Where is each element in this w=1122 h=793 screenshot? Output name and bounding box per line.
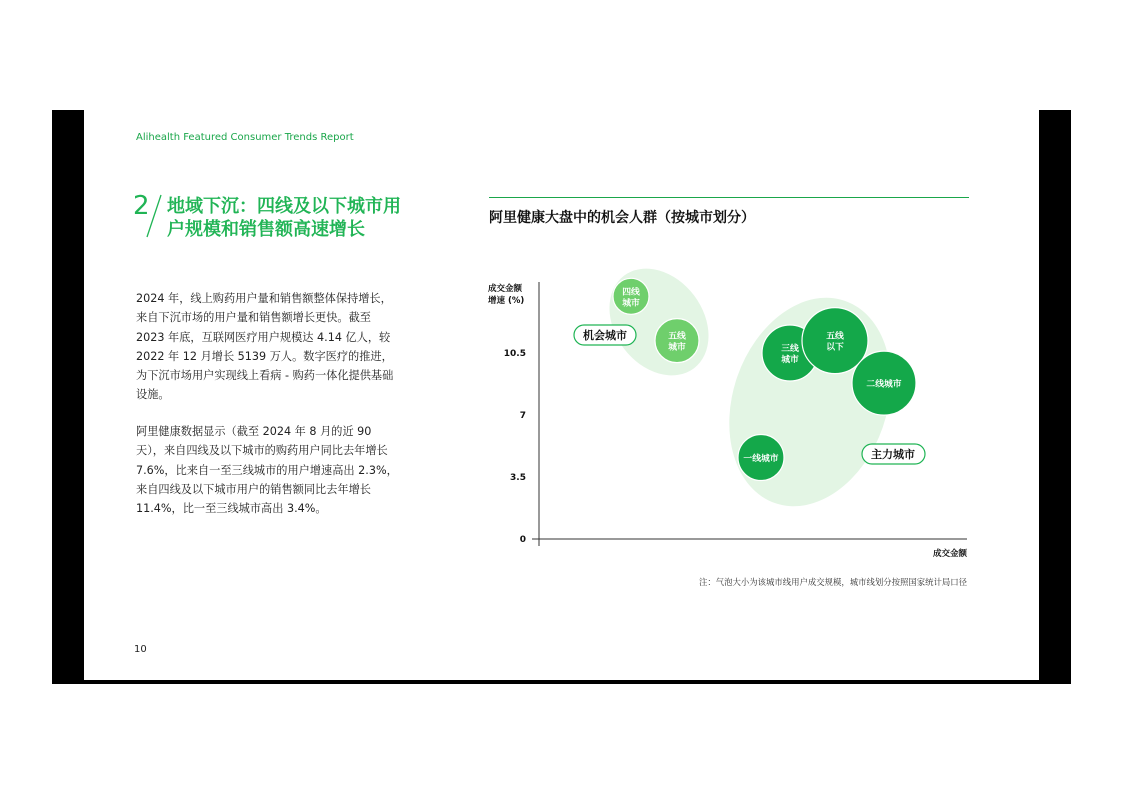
chart-title: 阿里健康大盘中的机会人群（按城市划分） xyxy=(489,210,755,226)
section-number: 2 xyxy=(133,191,150,221)
chart-divider xyxy=(489,197,969,198)
bubble-chart xyxy=(470,262,980,562)
section-title: 地域下沉：四线及以下城市用户规模和销售额高速增长 xyxy=(167,196,401,240)
bubble-label: 一线城市 xyxy=(743,454,779,465)
y-tick-label: 0 xyxy=(519,535,526,545)
group-label: 机会城市 xyxy=(583,329,627,342)
y-tick-label: 7 xyxy=(519,411,526,421)
bubble-label: 五线 xyxy=(826,331,844,342)
page-number: 10 xyxy=(134,644,147,655)
y-tick-label: 3.5 xyxy=(510,473,526,483)
y-axis-label: 增速 (%) xyxy=(488,296,525,306)
bubble-label: 四线 xyxy=(622,287,640,298)
body-paragraph: 2024 年，线上购药用户量和销售额整体保持增长，来自下沉市场的用户量和销售额增长更快。截至 2023 年底，互联网医疗用户规模达 4.14 亿人，较 2022 年 12 月增长 5139 万人。数字医疗的推进，为下沉市场用户实现线上看病 - 购药一体化提供基础设施。 xyxy=(136,292,394,402)
bubble-label: 城市 xyxy=(781,355,799,365)
bubble-label: 二线城市 xyxy=(866,379,902,390)
bubble-label: 五线 xyxy=(668,331,686,342)
section-slash-icon xyxy=(145,194,163,238)
report-header: Alihealth Featured Consumer Trends Report xyxy=(136,132,354,143)
x-axis-label: 成交金额 xyxy=(932,549,967,559)
bubble-label: 三线 xyxy=(781,344,799,354)
body-paragraph: 阿里健康数据显示（截至 2024 年 8 月的近 90 天），来自四线及以下城市的购药用户同比去年增长 7.6%，比来自一至三线城市的用户增速高出 2.3%，来自四线及以下城市用户的销售额同比去年增长 11.4%，比一至三线城市高出 3.4%。 xyxy=(136,425,398,516)
bubble-label: 以下 xyxy=(826,342,844,353)
bubble-label: 城市 xyxy=(622,298,640,309)
chart-footnote: 注：气泡大小为该城市线用户成交规模，城市线划分按照国家统计局口径 xyxy=(699,577,967,587)
bubble-label: 城市 xyxy=(668,342,686,353)
group-label: 主力城市 xyxy=(871,448,915,461)
y-tick-label: 10.5 xyxy=(503,349,526,359)
y-axis-label: 成交金额 xyxy=(488,284,523,294)
